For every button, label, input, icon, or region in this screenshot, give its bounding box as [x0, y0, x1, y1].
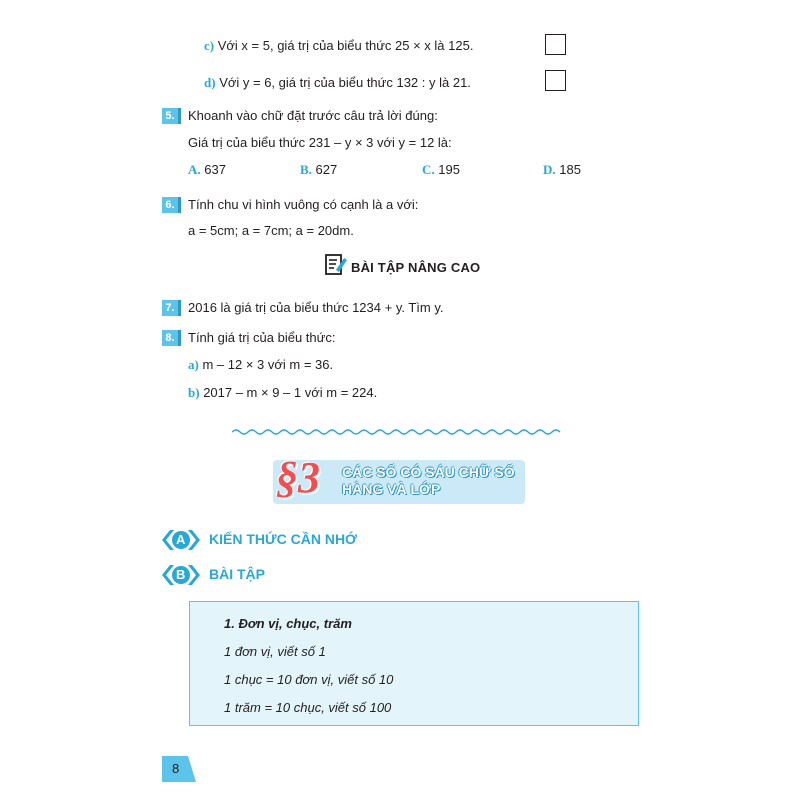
q5-option-a[interactable] — [188, 162, 226, 178]
q5-option-b-letter: B. — [300, 162, 312, 177]
q5-option-d-letter: D. — [543, 162, 556, 177]
q8-item-a — [188, 357, 333, 373]
knowledge-box-line-3: 1 trăm = 10 chục, viết số 100 — [224, 700, 392, 715]
page-number-tab — [162, 756, 196, 782]
q8-number-badge: 8. — [162, 330, 178, 346]
q8-item-b-text: 2017 – m × 9 – 1 với m = 224. — [203, 385, 378, 400]
q5-number-badge: 5. — [162, 108, 178, 124]
item-c-text: Với x = 5, giá trị của biểu thức 25 × x là 125. — [217, 38, 474, 53]
item-d — [204, 75, 471, 91]
q5-option-a-letter: A. — [188, 162, 201, 177]
q5-option-d-value: 185 — [559, 162, 581, 177]
section3-title — [342, 464, 515, 498]
part-b-badge-letter: B — [176, 567, 186, 582]
q8-prompt: Tính giá trị của biểu thức: — [188, 330, 336, 345]
q5-option-c-value: 195 — [438, 162, 460, 177]
item-c-letter: c) — [204, 38, 215, 53]
q7-text: 2016 là giá trị của biểu thức 1234 + y. Tìm y. — [188, 300, 444, 315]
q6-sub: a = 5cm; a = 7cm; a = 20dm. — [188, 223, 354, 238]
q5-sub: Giá trị của biểu thức 231 – y × 3 với y = 12 là: — [188, 135, 452, 150]
q5-option-d[interactable] — [543, 162, 581, 178]
wavy-divider — [232, 428, 564, 436]
item-d-text: Với y = 6, giá trị của biểu thức 132 : y là 21. — [219, 75, 471, 90]
q8-item-b-letter: b) — [188, 385, 200, 400]
q8-item-a-text: m – 12 × 3 với m = 36. — [202, 357, 334, 372]
q5-option-c-letter: C. — [422, 162, 435, 177]
q6-prompt: Tính chu vi hình vuông có cạnh là a với: — [188, 197, 419, 212]
advanced-title: BÀI TẬP NÂNG CAO — [351, 260, 481, 275]
knowledge-box — [189, 601, 639, 726]
knowledge-box-line-2: 1 chục = 10 đơn vị, viết số 10 — [224, 672, 394, 687]
section3-mark: §3 — [276, 453, 320, 502]
page-number: 8 — [172, 761, 180, 776]
section3-title-line2: HÀNG VÀ LỚP — [342, 481, 441, 497]
part-a-badge-letter: A — [176, 532, 186, 547]
q6-number-badge: 6. — [162, 197, 178, 213]
q5-option-a-value: 637 — [204, 162, 226, 177]
q5-option-c[interactable] — [422, 162, 460, 178]
q8-item-a-letter: a) — [188, 357, 199, 372]
checkbox-c[interactable] — [545, 34, 566, 55]
part-b-title: BÀI TẬP — [209, 566, 265, 582]
q5-prompt: Khoanh vào chữ đặt trước câu trả lời đúng: — [188, 108, 438, 123]
q7-number-badge: 7. — [162, 300, 178, 316]
q8-item-b — [188, 385, 377, 401]
item-c — [204, 38, 473, 54]
knowledge-box-heading: 1. Đơn vị, chục, trăm — [224, 616, 352, 631]
checkbox-d[interactable] — [545, 70, 566, 91]
part-a-title: KIẾN THỨC CẦN NHỚ — [209, 531, 357, 547]
q5-option-b[interactable] — [300, 162, 337, 178]
section3-title-line1: CÁC SỐ CÓ SÁU CHỮ SỐ — [342, 464, 515, 480]
q5-option-b-value: 627 — [315, 162, 338, 177]
knowledge-box-line-1: 1 đơn vị, viết số 1 — [224, 644, 326, 659]
item-d-letter: d) — [204, 75, 216, 90]
pencil-note-icon — [324, 252, 348, 276]
